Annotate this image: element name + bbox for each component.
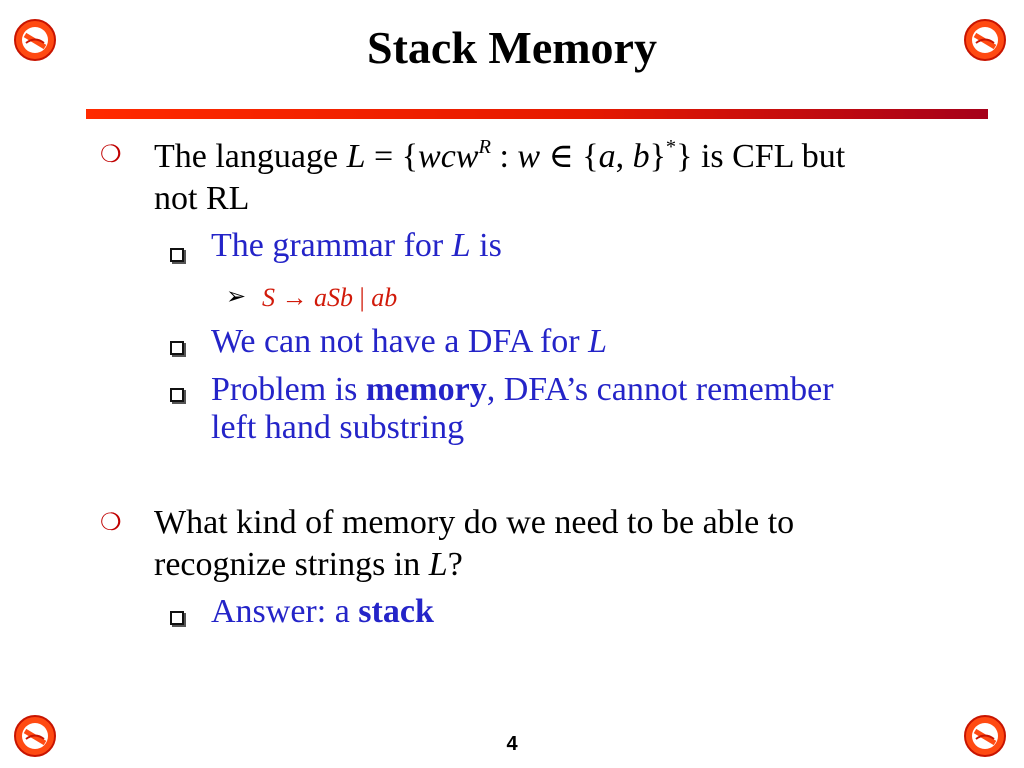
bullet-text: The language L = {wcw$^R$ : w ∈ {a, b}*} is CFL but not RL bbox=[154, 135, 846, 217]
slide-title: Stack Memory bbox=[367, 22, 657, 73]
bullet-square-icon bbox=[170, 341, 184, 355]
bullet-text: Answer: a stack bbox=[211, 593, 434, 630]
bullet-square-icon bbox=[170, 611, 184, 625]
bullet-text: Problem is memory, DFA’s cannot remember left hand substring bbox=[211, 371, 834, 446]
bullet-ring-icon: ❍ bbox=[100, 510, 122, 536]
bullet-text: The grammar for L is bbox=[211, 227, 502, 264]
bullet-square-icon bbox=[170, 248, 184, 262]
bullet-square-icon bbox=[170, 388, 184, 402]
grammar-rule: S → aSb | ab bbox=[262, 283, 398, 312]
page-number: 4 bbox=[506, 733, 518, 755]
bullet-text: We can not have a DFA for L bbox=[211, 323, 608, 360]
bullet-arrow-icon: ➢ bbox=[226, 284, 247, 310]
bullet-text: What kind of memory do we need to be able to recognize strings in L? bbox=[154, 504, 795, 583]
bullet-ring-icon: ❍ bbox=[100, 142, 122, 168]
title-underline bbox=[86, 109, 988, 119]
